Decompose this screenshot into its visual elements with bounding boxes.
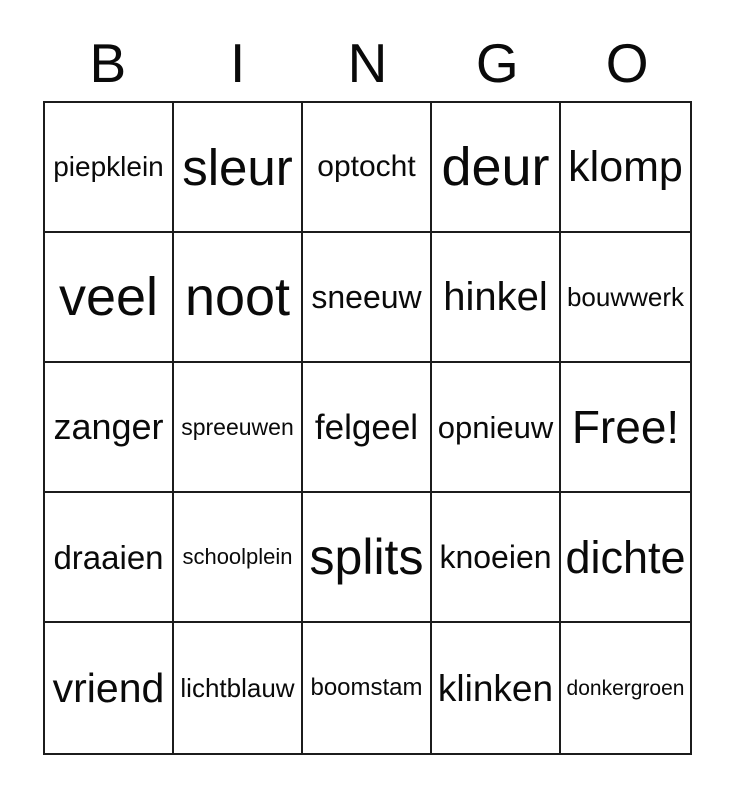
bingo-letter-o: O xyxy=(605,32,649,94)
cell-word: klomp xyxy=(568,142,683,191)
bingo-cell-r4c5[interactable] xyxy=(561,493,690,623)
bingo-cell-r5c1[interactable] xyxy=(45,623,174,753)
bingo-cell-r2c1[interactable] xyxy=(45,233,174,363)
bingo-cell-r4c3[interactable] xyxy=(303,493,432,623)
bingo-cell-r2c2[interactable] xyxy=(174,233,303,363)
cell-word: bouwwerk xyxy=(566,282,685,312)
bingo-cell-r1c3[interactable] xyxy=(303,103,432,233)
cell-word: felgeel xyxy=(314,407,419,447)
cell-word: boomstam xyxy=(310,674,423,701)
cell-word: zanger xyxy=(53,406,164,447)
bingo-letter-n: N xyxy=(347,32,388,94)
bingo-cell-r1c2[interactable] xyxy=(174,103,303,233)
bingo-letter-g: G xyxy=(475,32,519,94)
bingo-cell-r4c4[interactable] xyxy=(432,493,561,623)
bingo-cell-r2c3[interactable] xyxy=(303,233,432,363)
cell-word: deur xyxy=(441,137,550,197)
bingo-grid xyxy=(43,101,692,755)
cell-word: sneeuw xyxy=(311,279,422,315)
cell-word: lichtblauw xyxy=(180,673,295,703)
cell-word: piepklein xyxy=(53,151,164,182)
cell-word: noot xyxy=(184,267,291,327)
bingo-cell-r5c3[interactable] xyxy=(303,623,432,753)
bingo-cell-r2c4[interactable] xyxy=(432,233,561,363)
bingo-cell-r5c4[interactable] xyxy=(432,623,561,753)
cell-word: splits xyxy=(309,529,424,585)
bingo-cell-r1c4[interactable] xyxy=(432,103,561,233)
bingo-cell-r1c5[interactable] xyxy=(561,103,690,233)
cell-word: draaien xyxy=(53,538,164,576)
bingo-cell-r3c4[interactable] xyxy=(432,363,561,493)
bingo-cell-r2c5[interactable] xyxy=(561,233,690,363)
bingo-cell-r4c1[interactable] xyxy=(45,493,174,623)
bingo-letter-b: B xyxy=(89,32,127,94)
bingo-cell-r3c3[interactable] xyxy=(303,363,432,493)
cell-word: vriend xyxy=(52,664,165,711)
bingo-title xyxy=(43,0,692,101)
cell-word: hinkel xyxy=(443,275,548,319)
cell-word: klinken xyxy=(437,667,554,709)
cell-word: opnieuw xyxy=(437,409,554,445)
cell-word: knoeien xyxy=(439,539,552,575)
cell-word: dichte xyxy=(565,531,686,583)
bingo-cell-r1c1[interactable] xyxy=(45,103,174,233)
bingo-cell-r4c2[interactable] xyxy=(174,493,303,623)
bingo-cell-r5c2[interactable] xyxy=(174,623,303,753)
bingo-cell-r5c5[interactable] xyxy=(561,623,690,753)
cell-word: sleur xyxy=(182,138,293,196)
cell-word: Free! xyxy=(571,401,680,453)
bingo-cell-r3c1[interactable] xyxy=(45,363,174,493)
bingo-cell-free-space[interactable] xyxy=(561,363,690,493)
cell-word: spreeuwen xyxy=(181,413,294,440)
cell-word: optocht xyxy=(317,150,416,183)
bingo-cell-r3c2[interactable] xyxy=(174,363,303,493)
cell-word: schoolplein xyxy=(182,544,293,569)
cell-word: donkergroen xyxy=(566,676,685,700)
cell-word: veel xyxy=(58,267,159,327)
bingo-letter-i: I xyxy=(230,32,246,94)
